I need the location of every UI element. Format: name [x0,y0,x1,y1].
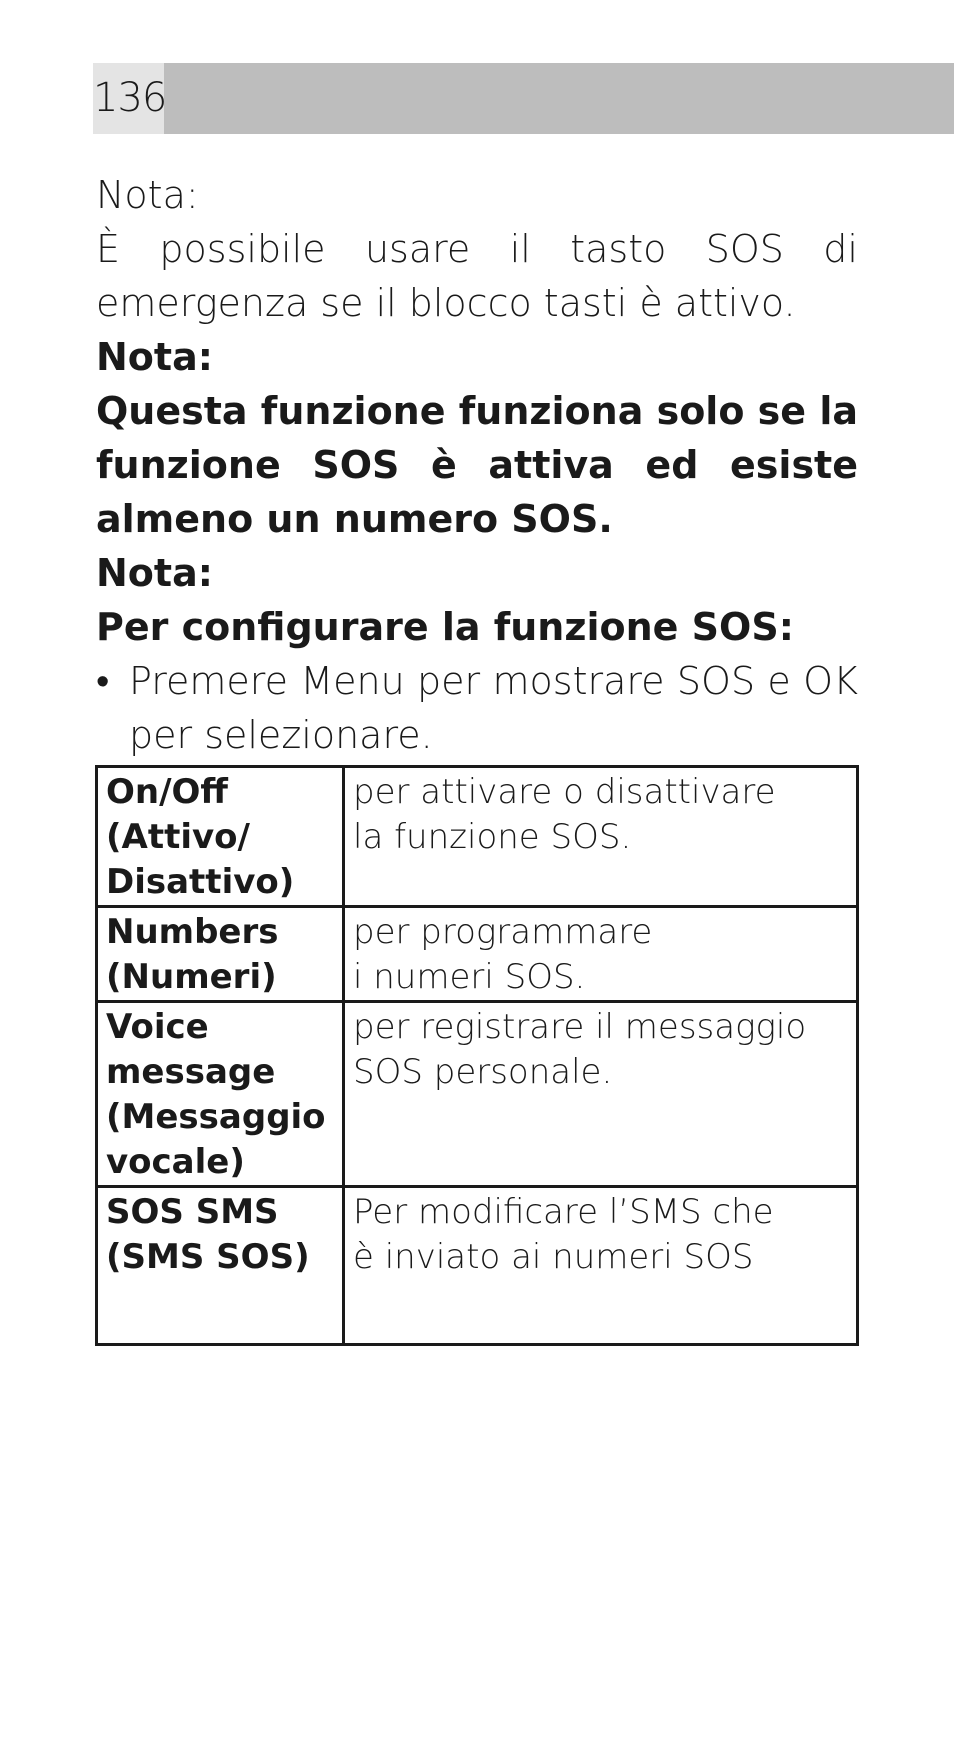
page-content [96,168,858,762]
table-cell-key [97,767,344,907]
row-key-voice-message: Voice message (Messaggio vocale) [106,1007,326,1182]
bullet-icon: • [96,659,110,703]
row-value-numbers: per programmare i numeri SOS. [344,907,858,1002]
row-value-on-off: per attivare o disattivare la funzione SOS. [344,767,858,907]
table-row [97,1187,858,1345]
row-value-sos-sms: Per modificare l’SMS che è inviato ai numeri SOS [344,1187,858,1345]
table-cell-key [97,1002,344,1187]
table-cell-key [97,1187,344,1345]
note-1-text: È possibile usare il tasto SOS di emergenza se il blocco tasti è attivo. [96,227,858,325]
note-2-title: Nota: [96,335,213,379]
sos-settings-table [95,765,859,1346]
note-1-title: Nota: [96,173,199,217]
table-row [97,767,858,907]
row-key-numbers: Numbers (Numeri) [106,912,279,997]
table-row [97,907,858,1002]
bullet-text: Premere Menu per mostrare SOS e OK per selezionare. [129,659,858,757]
note-3-title: Nota: [96,551,213,595]
bullet-item [96,654,858,762]
row-value-voice-message: per registrare il messaggio SOS personale. [344,1002,858,1187]
page-number: 136 [93,63,164,134]
table-cell-key [97,907,344,1002]
row-key-sos-sms: SOS SMS (SMS SOS) [106,1192,310,1277]
page-header-bar [93,63,954,134]
table-row [97,1002,858,1187]
note-2-text: Questa funzione funziona solo se la funzione SOS è attiva ed esiste almeno un numero SOS. [96,389,858,541]
note-3-text: Per configurare la funzione SOS: [96,605,794,649]
row-key-on-off: On/Off (Attivo/ Disattivo) [106,772,295,902]
